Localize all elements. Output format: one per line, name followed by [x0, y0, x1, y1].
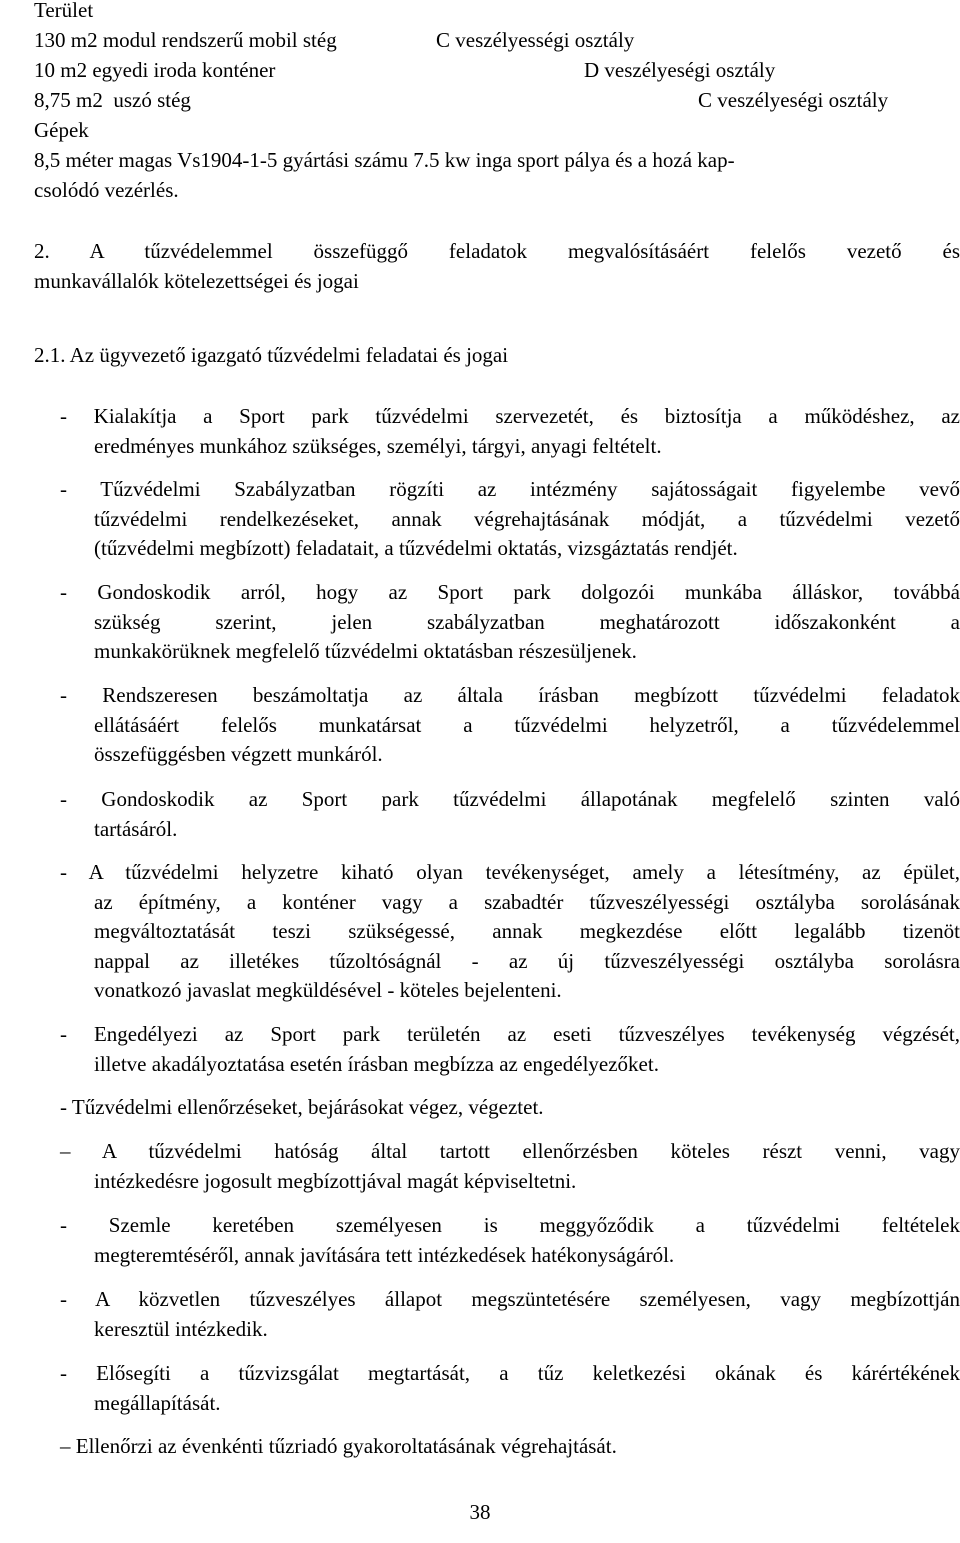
- list-item-line: eredményes munkához szükséges, személyi, tárgyi, anyagi feltételt.: [94, 433, 662, 458]
- list-item: [60, 1020, 960, 1079]
- list-item-line: - Elősegíti a tűzvizsgálat megtartását, a tűz keletkezési okának és kárértékének: [60, 1361, 960, 1385]
- list-item-line: vonatkozó javaslat megküldésével - köteles bejelenteni.: [94, 978, 562, 1002]
- page-number: 38: [469, 1500, 491, 1524]
- list-item: [60, 1211, 960, 1270]
- list-item-line: intézkedésre jogosult megbízottjával magát képviseltetni.: [94, 1168, 577, 1193]
- list-item-line: megteremtéséről, annak javítására tett intézkedések hatékonyságáról.: [94, 1242, 675, 1267]
- list-item-line: (tűzvédelmi megbízott) feladatait, a tűzvédelmi oktatás, vizsgáztatás rendjét.: [94, 536, 738, 560]
- section-heading-terulet: Terület: [34, 0, 94, 22]
- list-item: [60, 402, 960, 461]
- list-item: [60, 785, 960, 844]
- list-item-line: – A tűzvédelmi hatóság által tartott ellenőrzésben köteles részt venni, vagy: [60, 1139, 960, 1163]
- list-item-line: keresztül intézkedik.: [94, 1316, 268, 1341]
- list-item-line: – Ellenőrzi az évenkénti tűzriadó gyakoroltatásának végrehajtását.: [60, 1434, 617, 1458]
- area-label: 8,75 m2 uszó stég: [34, 88, 191, 112]
- list-item-line: összefüggésben végzett munkáról.: [94, 742, 383, 766]
- machine-description-line: csolódó vezérlés.: [34, 178, 179, 202]
- area-classification: C veszélyességi osztály: [436, 28, 635, 52]
- list-item-line: - Tűzvédelmi Szabályzatban rögzíti az intézmény sajátosságait figyelembe vevő: [60, 477, 960, 501]
- list-item-line: szükség szerint, jelen szabályzatban meghatározott időszakonként a: [94, 609, 960, 634]
- area-label: 130 m2 modul rendszerű mobil stég: [34, 28, 337, 52]
- list-item-line: az építmény, a konténer vagy a szabadtér tűzveszélyességi osztályba sorolásának: [94, 889, 960, 914]
- list-item-line: - A közvetlen tűzveszélyes állapot megszüntetésére személyesen, vagy megbízottján: [60, 1287, 960, 1311]
- list-item-line: megállapítását.: [94, 1390, 221, 1415]
- list-item: [60, 858, 960, 1006]
- list-item: [60, 1137, 960, 1196]
- section-heading-gepek: Gépek: [34, 118, 89, 142]
- area-classification: C veszélyeségi osztály: [698, 88, 889, 112]
- area-classification: D veszélyeségi osztály: [584, 58, 776, 82]
- list-item-line: illetve akadályoztatása esetén írásban megbízza az engedélyezőket.: [94, 1051, 659, 1076]
- list-item: [60, 1285, 960, 1344]
- list-item-line: - Tűzvédelmi ellenőrzéseket, bejárásokat végez, végeztet.: [60, 1095, 544, 1119]
- machine-description-line: 8,5 méter magas Vs1904-1-5 gyártási számu 7.5 kw inga sport pálya és a hozá kap-: [34, 148, 735, 172]
- list-item-line: megváltoztatását teszi szükségessé, annak megkezdése előtt legalább tizenöt: [94, 919, 960, 943]
- list-item-line: - Kialakítja a Sport park tűzvédelmi szervezetét, és biztosítja a működéshez, az: [60, 404, 960, 428]
- list-item-line: - Szemle keretében személyesen is meggyőződik a tűzvédelmi feltételek: [60, 1213, 960, 1237]
- list-item: [60, 1432, 960, 1462]
- list-item: [60, 681, 960, 770]
- list-item-line: - Gondoskodik az Sport park tűzvédelmi állapotának megfelelő szinten való: [60, 787, 960, 811]
- list-item-line: - Rendszeresen beszámoltatja az általa írásban megbízott tűzvédelmi feladatok: [60, 683, 960, 707]
- list-item-line: nappal az illetékes tűzoltóságnál - az új tűzveszélyességi osztályba sorolásra: [94, 948, 960, 973]
- list-item-line: tűzvédelmi rendelkezéseket, annak végrehajtásának módját, a tűzvédelmi vezető: [94, 506, 960, 531]
- list-item: [60, 1093, 960, 1123]
- list-item-line: - A tűzvédelmi helyzetre kiható olyan tevékenységet, amely a létesítmény, az épület,: [60, 860, 960, 884]
- heading-2-line: munkavállalók kötelezettségei és jogai: [34, 269, 359, 293]
- heading-2-line: 2. A tűzvédelemmel összefüggő feladatok megvalósításáért felelős vezető és: [34, 239, 960, 263]
- list-item: [60, 578, 960, 667]
- list-item-line: munkakörüknek megfelelő tűzvédelmi oktatásban részesüljenek.: [94, 639, 637, 663]
- list-item: [60, 475, 960, 564]
- list-item-line: - Engedélyezi az Sport park területén az eseti tűzveszélyes tevékenység végzését,: [60, 1022, 960, 1046]
- list-item: [60, 1359, 960, 1418]
- list-item-line: tartásáról.: [94, 816, 178, 841]
- list-item-line: - Gondoskodik arról, hogy az Sport park dolgozói munkába álláskor, továbbá: [60, 580, 960, 604]
- list-item-line: ellátásáért felelős munkatársat a tűzvédelmi helyzetről, a tűzvédelemmel: [94, 712, 960, 737]
- heading-2-1: 2.1. Az ügyvezető igazgató tűzvédelmi feladatai és jogai: [34, 343, 509, 367]
- area-label: 10 m2 egyedi iroda konténer: [34, 58, 276, 82]
